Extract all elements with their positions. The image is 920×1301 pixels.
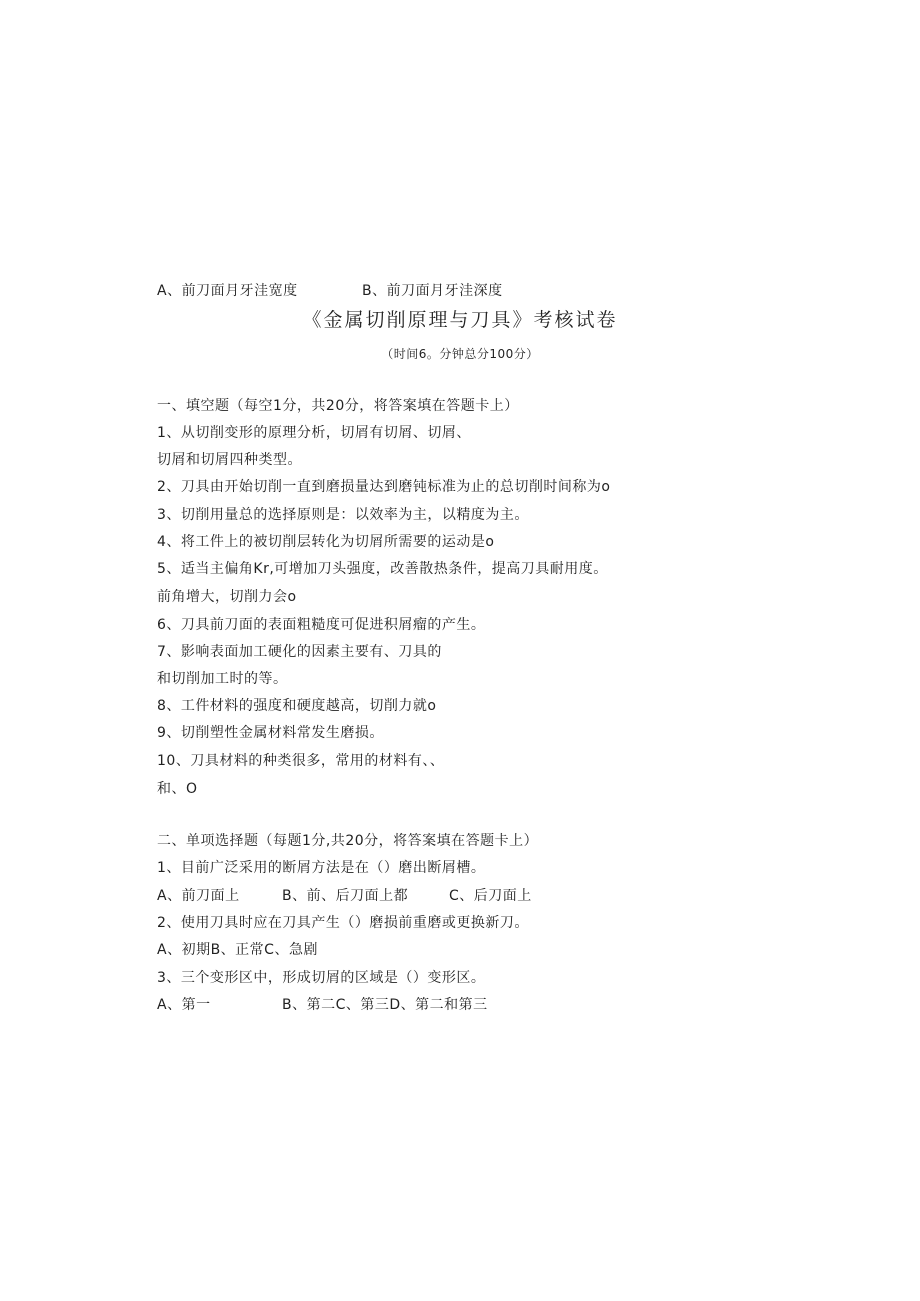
page-subtitle: （时间6。分钟总分100分） <box>381 347 539 361</box>
question-1-option-a: A、前刀面上 <box>157 888 240 904</box>
question-1: 1、目前广泛采用的断屑方法是在（）磨出断屑槽。 <box>157 860 486 876</box>
fragment-option-a: A、前刀面月牙洼宽度 <box>157 283 298 299</box>
section1-line: 4、将工件上的被切削层转化为切屑所需要的运动是o <box>157 534 495 550</box>
section1-heading: 一、填空题（每空1分，共20分，将答案填在答题卡上） <box>157 398 519 414</box>
question-3-options-bcd: B、第二C、第三D、第二和第三 <box>282 997 488 1013</box>
section1-line: 5、适当主偏角Kr,可增加刀头强度，改善散热条件，提高刀具耐用度。 <box>157 561 608 577</box>
section1-line: 8、工件材料的强度和硬度越高，切削力就o <box>157 698 437 714</box>
question-3-option-a: A、第一 <box>157 997 211 1013</box>
section1-line: 和切削加工时的等。 <box>157 671 288 687</box>
section1-line: 6、刀具前刀面的表面粗糙度可促进积屑瘤的产生。 <box>157 617 486 633</box>
section1-line: 前角增大，切削力会o <box>157 589 297 605</box>
question-1-option-b: B、前、后刀面上都 <box>282 888 409 904</box>
section1-line: 和、O <box>157 781 198 797</box>
fragment-option-b: B、前刀面月牙洼深度 <box>362 283 503 299</box>
question-2-options: A、初期B、正常C、急剧 <box>157 942 318 958</box>
section1-line: 7、影响表面加工硬化的因素主要有、刀具的 <box>157 644 442 660</box>
section1-line: 3、切削用量总的选择原则是：以效率为主，以精度为主。 <box>157 507 529 523</box>
page-title: 《金属切削原理与刀具》考核试卷 <box>302 309 618 331</box>
question-3: 3、三个变形区中，形成切屑的区域是（）变形区。 <box>157 970 486 986</box>
section1-line: 10、刀具材料的种类很多，常用的材料有、、 <box>157 753 445 769</box>
section1-line: 切屑和切屑四种类型。 <box>157 452 302 468</box>
section1-line: 1、从切削变形的原理分析，切屑有切屑、切屑、 <box>157 425 471 441</box>
section2-heading: 二、单项选择题（每题1分,共20分，将答案填在答题卡上） <box>157 833 539 849</box>
section1-line: 9、切削塑性金属材料常发生磨损。 <box>157 725 384 741</box>
question-2: 2、使用刀具时应在刀具产生（）磨损前重磨或更换新刀。 <box>157 915 529 931</box>
section1-line: 2、刀具由开始切削一直到磨损量达到磨钝标准为止的总切削时间称为o <box>157 479 611 495</box>
question-1-option-c: C、后刀面上 <box>449 888 532 904</box>
